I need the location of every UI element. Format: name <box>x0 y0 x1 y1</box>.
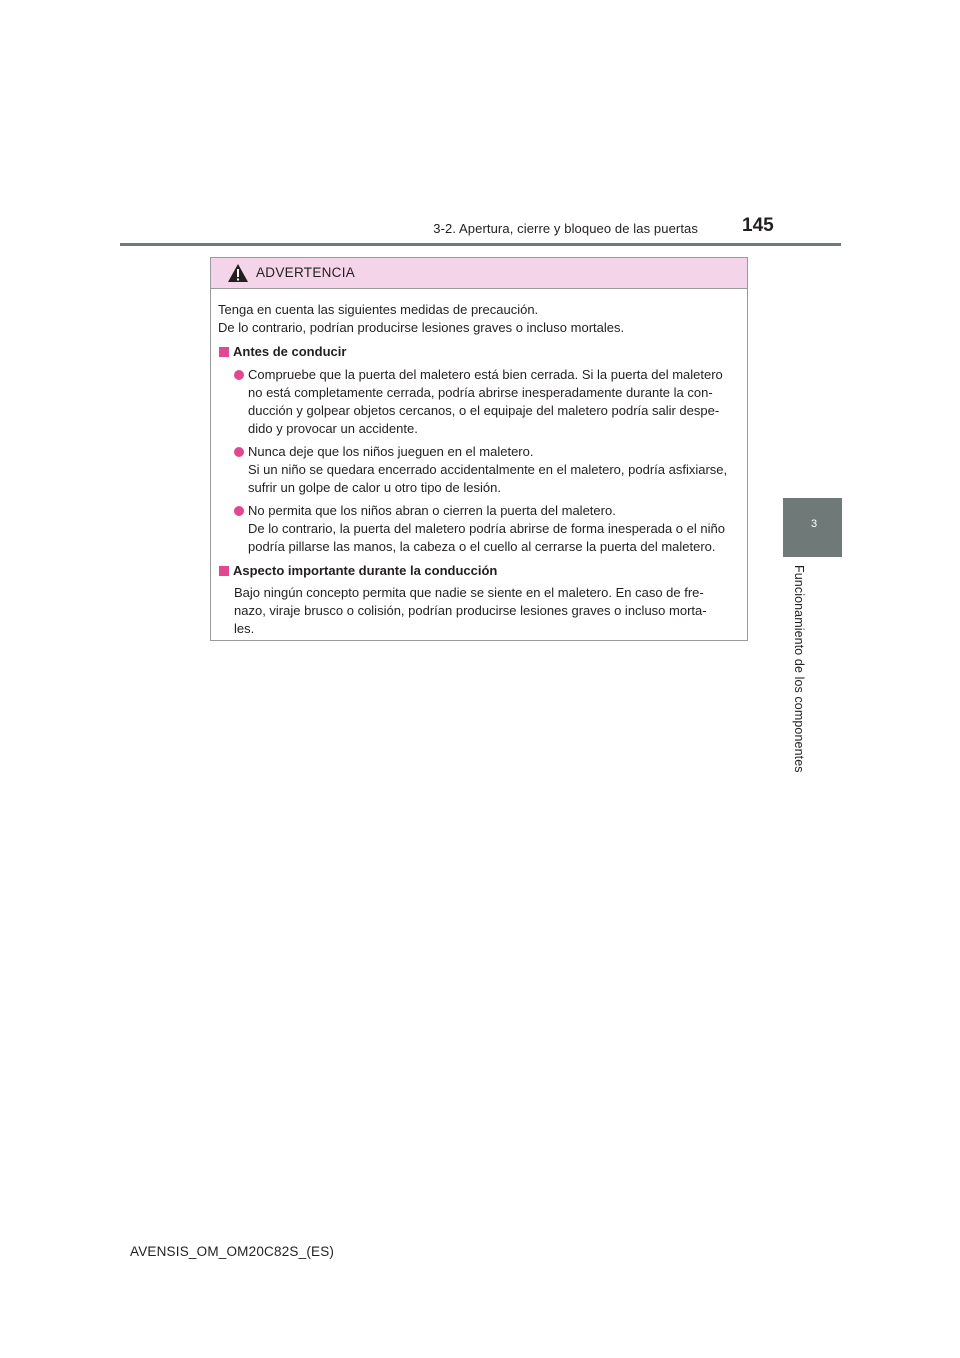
header-rule <box>120 243 841 246</box>
bullet-line: ducción y golpear objetos cercanos, o el equipaje del maletero podría salir despe- <box>248 403 720 418</box>
bullet-line: Nunca deje que los niños jueguen en el maletero. <box>248 444 534 459</box>
square-bullet-icon <box>219 566 229 576</box>
section-heading <box>218 343 741 361</box>
page-number: 145 <box>742 215 774 236</box>
bullet-line: sufrir un golpe de calor u otro tipo de lesión. <box>248 480 501 495</box>
bullet-line: De lo contrario, la puerta del maletero podría abrirse de forma inesperada o el niño <box>248 521 725 536</box>
circle-bullet-icon <box>234 506 244 516</box>
circle-bullet-icon <box>234 447 244 457</box>
paragraph <box>218 584 741 638</box>
bullet-line: podría pillarse las manos, la cabeza o el cuello al cerrarse la puerta del maletero. <box>248 539 716 554</box>
bullet-line: Compruebe que la puerta del maletero está bien cerrada. Si la puerta del maletero <box>248 367 723 382</box>
warning-body <box>211 289 747 638</box>
warning-title: ADVERTENCIA <box>256 265 356 280</box>
section-heading <box>218 562 741 580</box>
circle-bullet-icon <box>234 370 244 380</box>
paragraph-line: Bajo ningún concepto permita que nadie se siente en el maletero. En caso de fre- <box>234 585 704 600</box>
warning-header <box>211 258 747 289</box>
paragraph-line: nazo, viraje brusco o colisión, podrían producirse lesiones graves o incluso morta- <box>234 603 707 618</box>
square-bullet-icon <box>219 347 229 357</box>
section-heading-text: Aspecto importante durante la conducción <box>233 563 498 578</box>
bullet-item <box>218 502 741 556</box>
bullet-line: No permita que los niños abran o cierren la puerta del maletero. <box>248 503 616 518</box>
chapter-number: 3 <box>811 518 818 530</box>
warning-triangle-icon <box>227 263 249 283</box>
warning-box <box>210 257 748 641</box>
header-section-title: 3-2. Apertura, cierre y bloqueo de las puertas <box>433 221 698 236</box>
bullet-item <box>218 366 741 438</box>
chapter-side-title: Funcionamiento de los componentes <box>792 565 806 773</box>
paragraph-line: les. <box>234 621 255 636</box>
bullet-line: no está completamente cerrada, podría abrirse inesperadamente durante la con- <box>248 385 713 400</box>
intro-line: De lo contrario, podrían producirse lesiones graves o incluso mortales. <box>218 320 625 335</box>
bullet-line: dido y provocar un accidente. <box>248 421 418 436</box>
chapter-tab <box>783 498 842 557</box>
section-heading-text: Antes de conducir <box>233 344 347 359</box>
footer-document-id: AVENSIS_OM_OM20C82S_(ES) <box>130 1244 335 1259</box>
bullet-item <box>218 443 741 497</box>
bullet-line: Si un niño se quedara encerrado accidentalmente en el maletero, podría asfixiarse, <box>248 462 728 477</box>
intro-line: Tenga en cuenta las siguientes medidas de precaución. <box>218 302 539 317</box>
